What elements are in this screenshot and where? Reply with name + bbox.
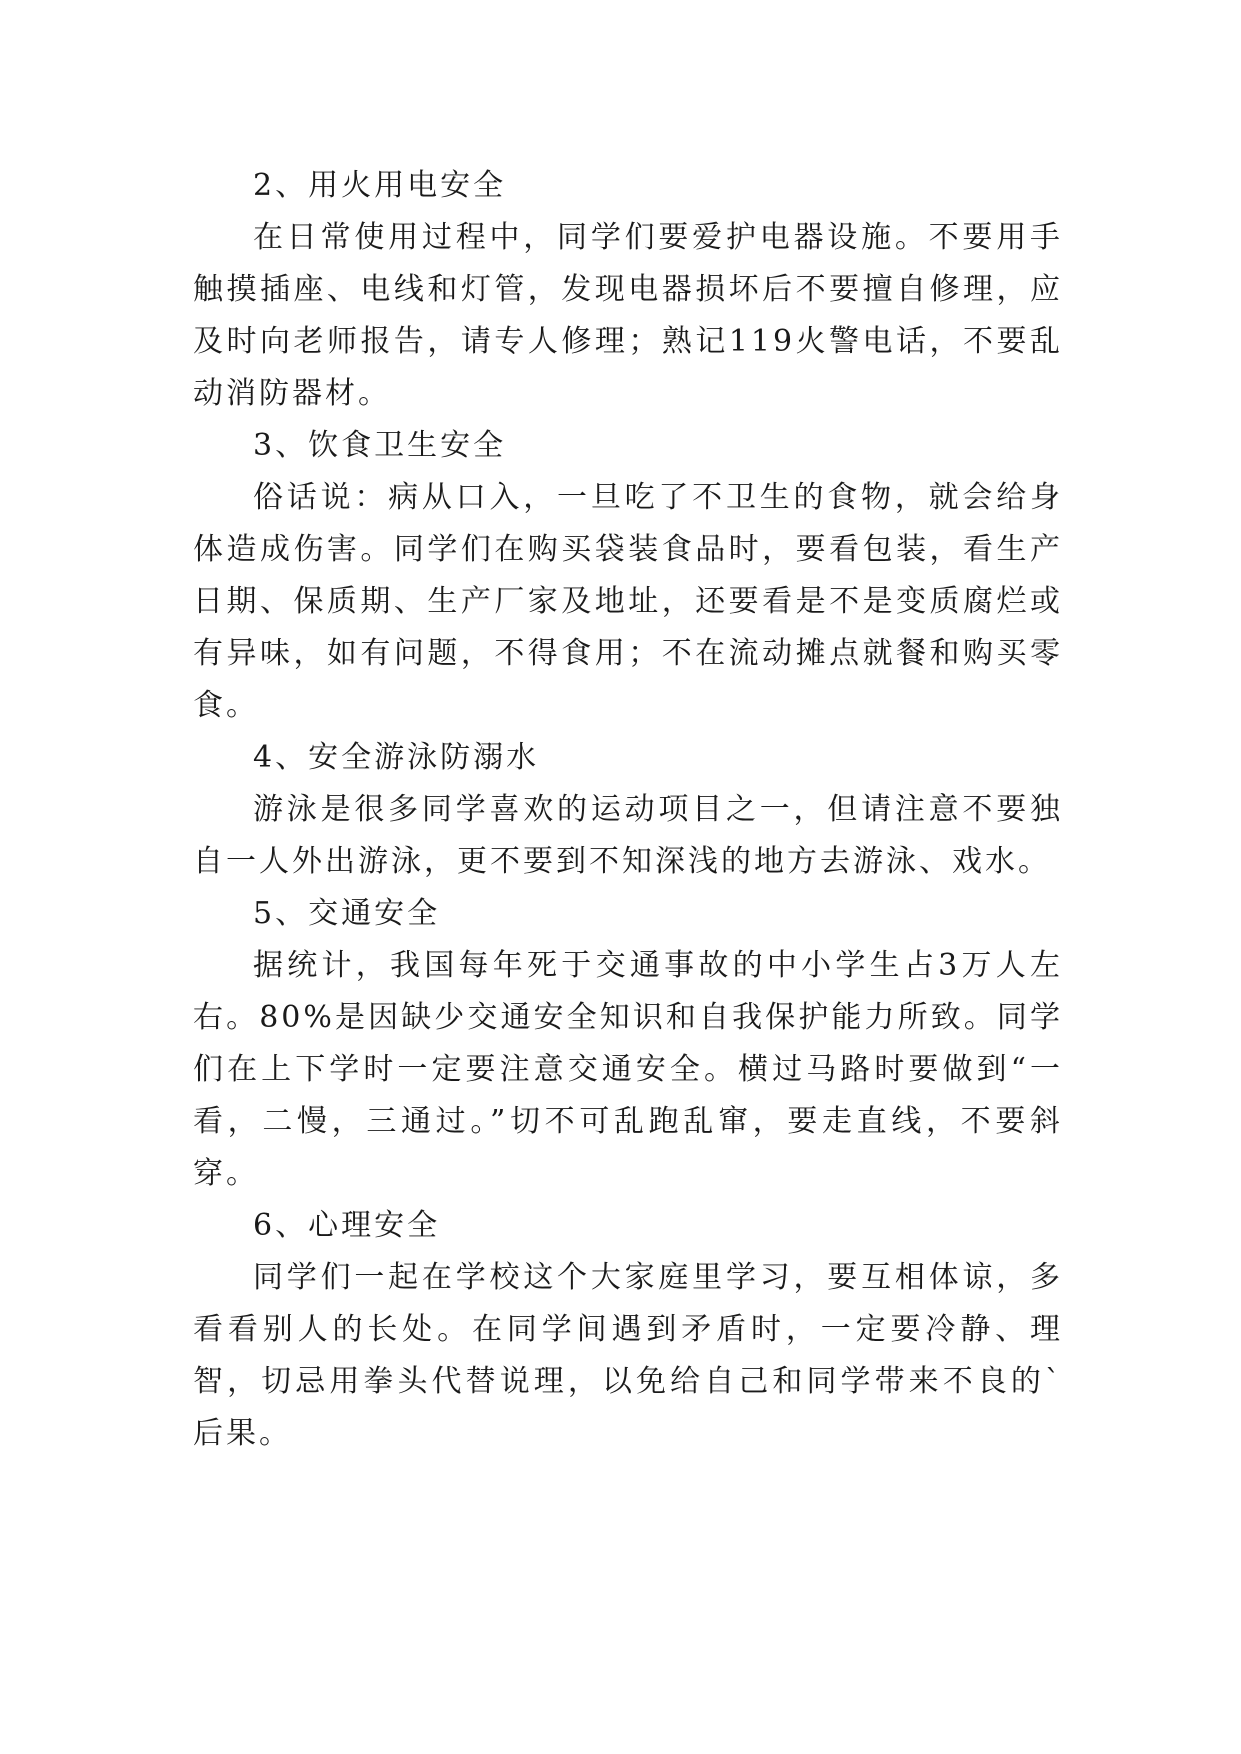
- section-paragraph: 据统计，我国每年死于交通事故的中小学生占3万人左右。80%是因缺少交通安全知识和自我保护能力所致。同学们在上下学时一定要注意交通安全。横过马路时要做到“一看，二慢，三通过。”切不可乱跑乱窜，要走直线，不要斜穿。: [193, 948, 1063, 1191]
- section-paragraph: 游泳是很多同学喜欢的运动项目之一，但请注意不要独自一人外出游泳，更不要到不知深浅的地方去游泳、戏水。: [193, 792, 1063, 879]
- section-heading: 4、安全游泳防溺水: [253, 740, 540, 775]
- section-heading: 2、用火用电安全: [253, 168, 507, 203]
- section-heading: 5、交通安全: [253, 896, 441, 931]
- section-paragraph: 在日常使用过程中，同学们要爱护电器设施。不要用手触摸插座、电线和灯管，发现电器损坏后不要擅自修理，应及时向老师报告，请专人修理；熟记119火警电话，不要乱动消防器材。: [193, 220, 1063, 411]
- document-body: [193, 160, 1063, 1460]
- section-paragraph: 俗话说：病从口入，一旦吃了不卫生的食物，就会给身体造成伤害。同学们在购买袋装食品时，要看包装，看生产日期、保质期、生产厂家及地址，还要看是不是变质腐烂或有异味，如有问题，不得食用；不在流动摊点就餐和购买零食。: [193, 480, 1063, 723]
- section-heading: 6、心理安全: [253, 1208, 441, 1243]
- section-heading: 3、饮食卫生安全: [253, 428, 507, 463]
- section-paragraph: 同学们一起在学校这个大家庭里学习，要互相体谅，多看看别人的长处。在同学间遇到矛盾时，一定要冷静、理智，切忌用拳头代替说理，以免给自己和同学带来不良的`后果。: [193, 1260, 1063, 1451]
